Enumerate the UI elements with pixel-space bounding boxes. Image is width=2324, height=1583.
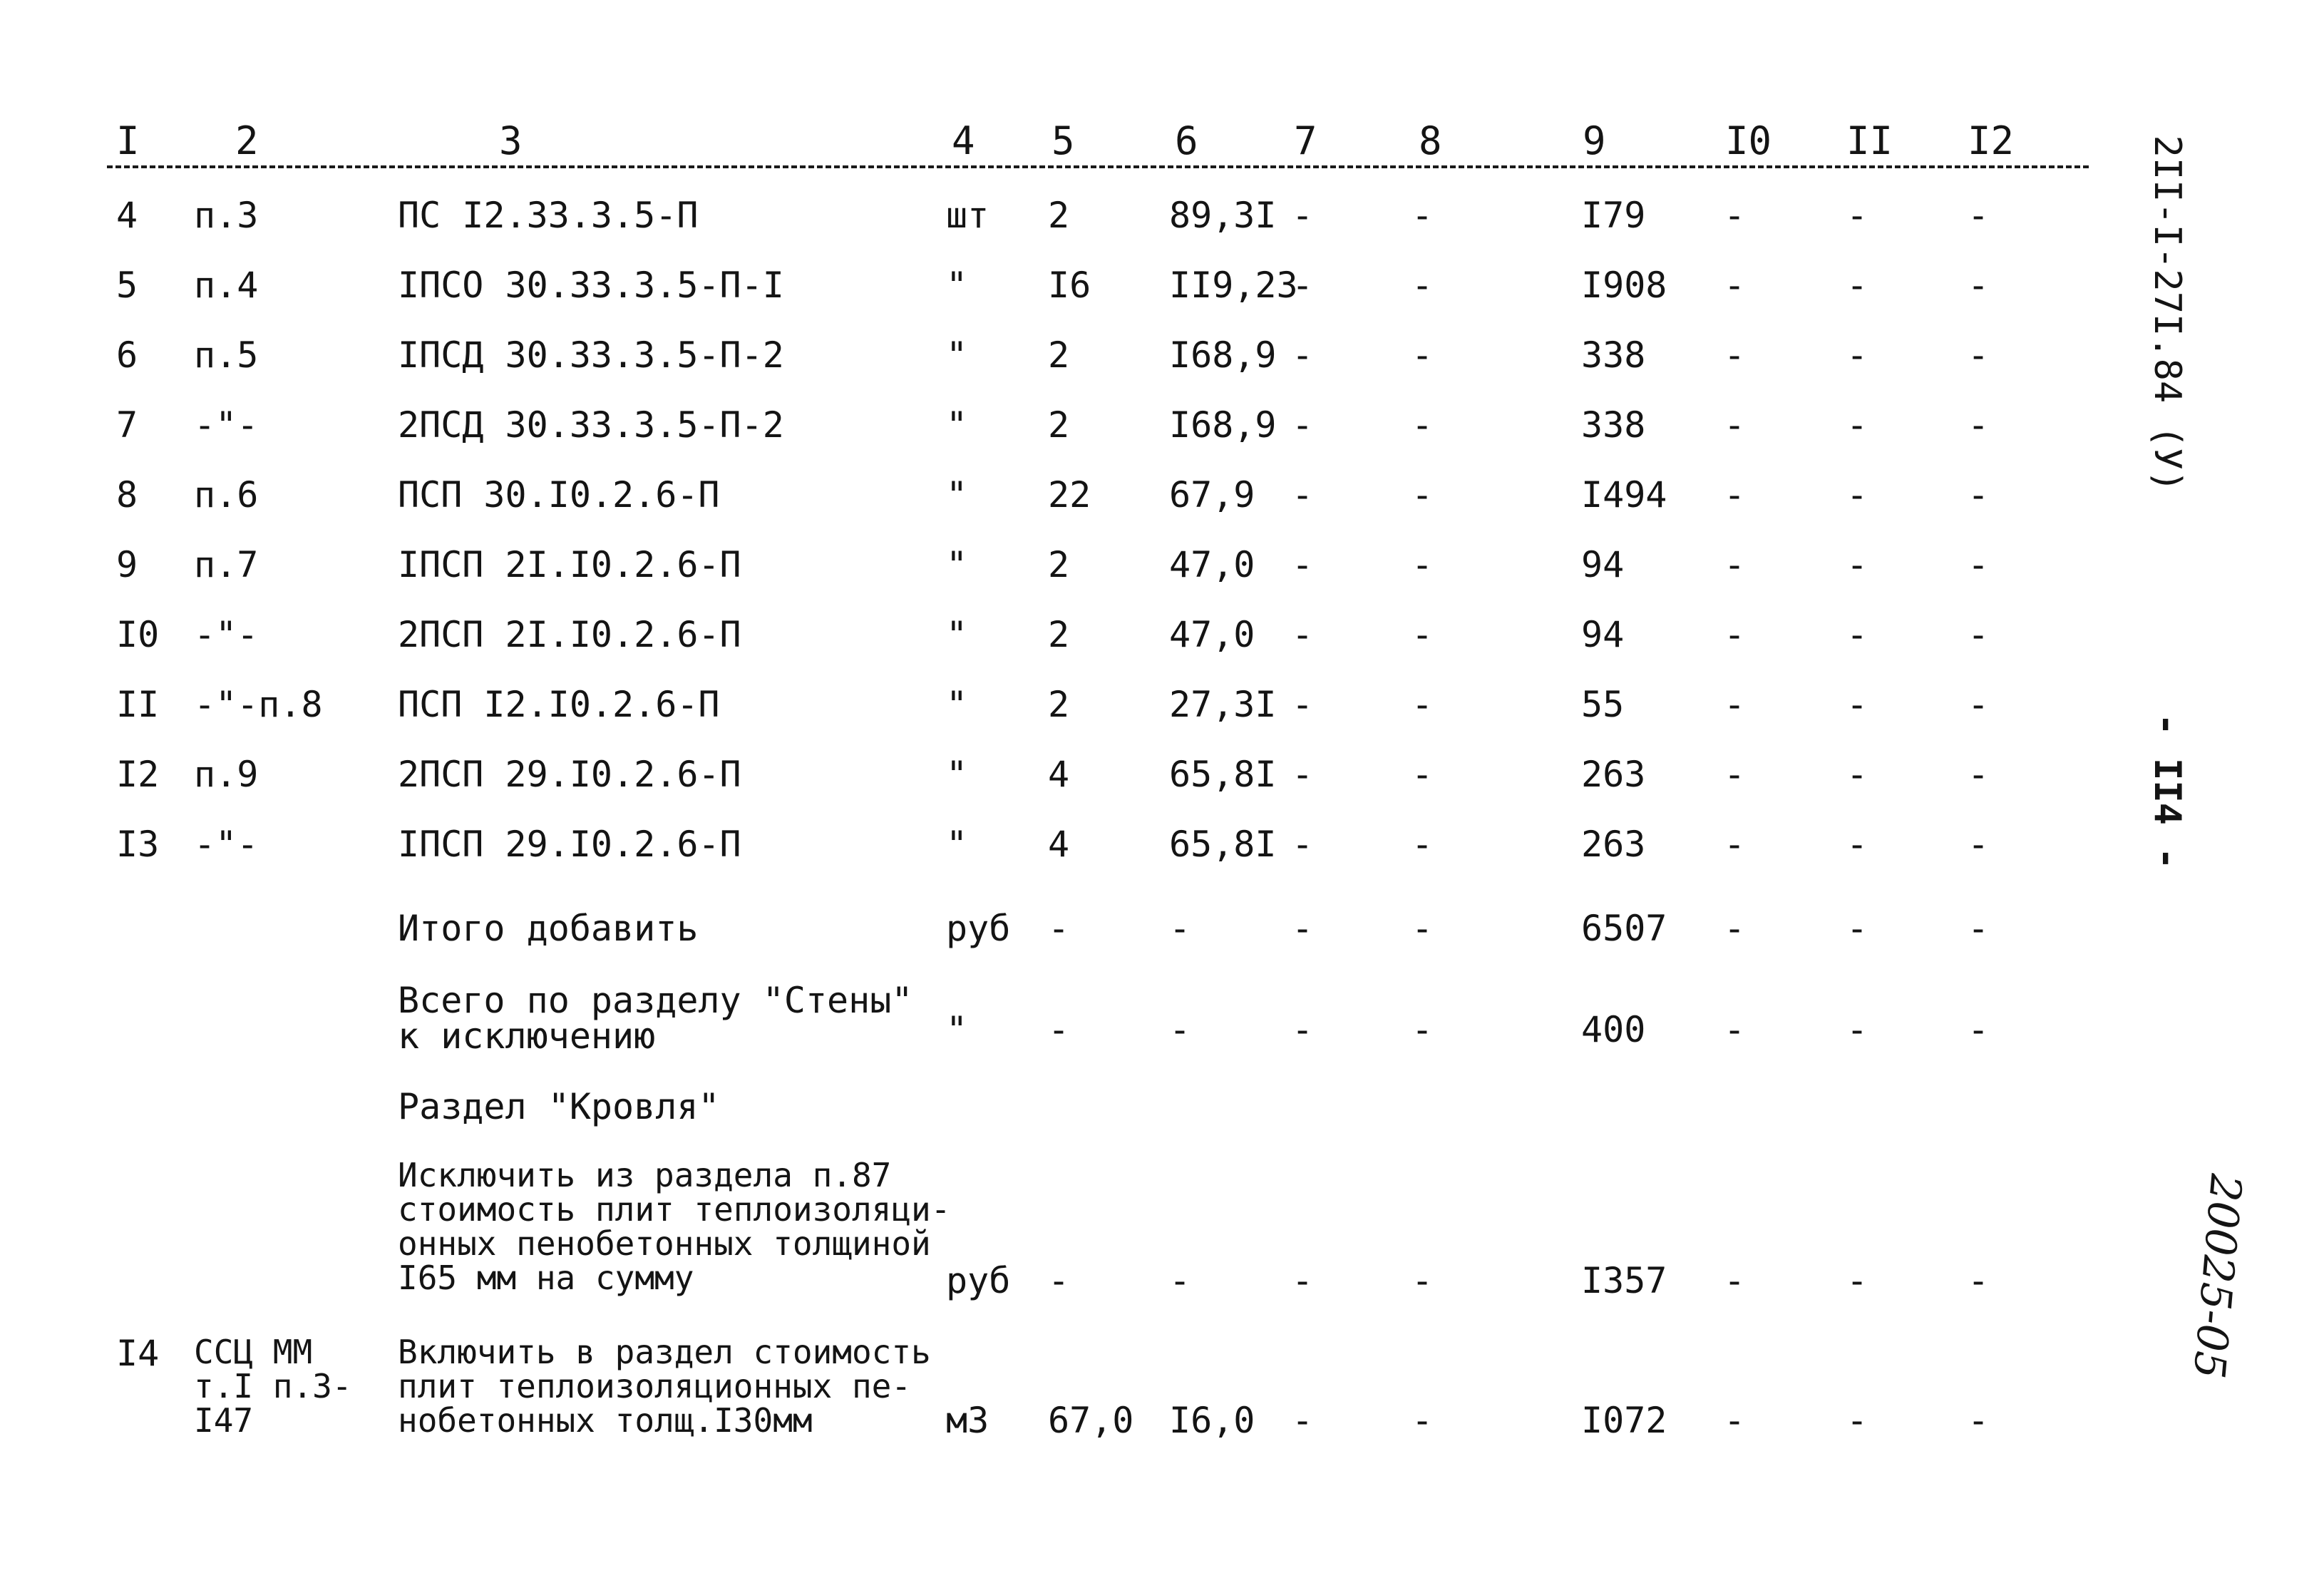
header-dashed-line (107, 165, 2089, 168)
table-cell-c7: - (1292, 265, 1314, 306)
column-header: 3 (499, 118, 523, 163)
table-cell-c8: - (1412, 404, 1434, 446)
table-cell-c3: ПС I2.33.3.5-П (398, 195, 699, 236)
table-cell-c7: - (1292, 684, 1314, 725)
table-cell-c6: 89,3I (1169, 195, 1277, 236)
table-cell-c5: 2 (1048, 614, 1070, 655)
include-c5: 67,0 (1048, 1400, 1134, 1441)
table-cell-c1: 4 (116, 195, 138, 236)
table-cell-c8: - (1412, 544, 1434, 585)
table-cell-c9: 338 (1581, 334, 1646, 376)
table-cell-c3: ПСП 30.I0.2.6-П (398, 474, 720, 516)
total-walls-c4: " (946, 1009, 968, 1050)
table-cell-c7: - (1292, 404, 1314, 446)
table-cell-c8: - (1412, 824, 1434, 865)
exclude-c11: - (1846, 1260, 1868, 1301)
exclude-c9: I357 (1581, 1260, 1667, 1301)
table-cell-c3: IПСП 29.I0.2.6-П (398, 824, 741, 865)
include-c6: I6,0 (1169, 1400, 1255, 1441)
column-header: 4 (952, 118, 975, 163)
table-cell-c5: 2 (1048, 684, 1070, 725)
table-cell-c12: - (1968, 824, 1990, 865)
table-cell-c12: - (1968, 754, 1990, 795)
column-header: I (116, 118, 140, 163)
table-cell-c1: 5 (116, 265, 138, 306)
table-cell-c1: 8 (116, 474, 138, 516)
total-walls-c7: - (1292, 1009, 1314, 1050)
table-cell-c9: 94 (1581, 544, 1625, 585)
table-cell-c6: I68,9 (1169, 404, 1277, 446)
table-cell-c10: - (1724, 684, 1746, 725)
total-add-c8: - (1412, 908, 1434, 949)
table-cell-c1: I3 (116, 824, 160, 865)
table-cell-c4: " (946, 754, 968, 795)
table-cell-c10: - (1724, 195, 1746, 236)
table-cell-c5: 22 (1048, 474, 1091, 516)
table-cell-c10: - (1724, 614, 1746, 655)
column-header: 8 (1419, 118, 1442, 163)
include-number: I4 (116, 1333, 160, 1374)
table-cell-c11: - (1846, 684, 1868, 725)
table-cell-c10: - (1724, 265, 1746, 306)
include-c4: м3 (946, 1400, 989, 1441)
table-cell-c8: - (1412, 614, 1434, 655)
table-cell-c4: " (946, 544, 968, 585)
table-cell-c10: - (1724, 334, 1746, 376)
table-cell-c11: - (1846, 824, 1868, 865)
table-cell-c12: - (1968, 265, 1990, 306)
column-header: 5 (1052, 118, 1075, 163)
table-cell-c1: I2 (116, 754, 160, 795)
section-roof-title: Раздел "Кровля" (398, 1086, 720, 1127)
table-cell-c8: - (1412, 754, 1434, 795)
table-cell-c11: - (1846, 265, 1868, 306)
total-add-c5: - (1048, 908, 1070, 949)
table-cell-c9: I908 (1581, 265, 1667, 306)
inventory-number: 20025-05 (2183, 1172, 2251, 1381)
include-c9: I072 (1581, 1400, 1667, 1441)
table-cell-c3: 2ПСП 2I.I0.2.6-П (398, 614, 741, 655)
table-cell-c10: - (1724, 824, 1746, 865)
table-cell-c4: " (946, 404, 968, 446)
table-cell-c2: п.3 (194, 195, 259, 236)
table-cell-c5: 2 (1048, 544, 1070, 585)
table-cell-c5: 2 (1048, 404, 1070, 446)
table-cell-c4: " (946, 474, 968, 516)
table-cell-c9: I79 (1581, 195, 1646, 236)
table-cell-c3: ПСП I2.I0.2.6-П (398, 684, 720, 725)
table-cell-c9: 263 (1581, 754, 1646, 795)
table-cell-c3: IПСО 30.33.3.5-П-I (398, 265, 784, 306)
total-add-c11: - (1846, 908, 1868, 949)
table-cell-c2: п.7 (194, 544, 259, 585)
total-walls-c6: - (1169, 1009, 1191, 1050)
table-cell-c8: - (1412, 265, 1434, 306)
table-cell-c7: - (1292, 824, 1314, 865)
total-add-c9: 6507 (1581, 908, 1667, 949)
table-cell-c12: - (1968, 684, 1990, 725)
total-walls-c9: 400 (1581, 1009, 1646, 1050)
table-cell-c11: - (1846, 544, 1868, 585)
table-cell-c2: п.9 (194, 754, 259, 795)
table-cell-c11: - (1846, 474, 1868, 516)
table-cell-c7: - (1292, 334, 1314, 376)
table-cell-c3: IПСП 2I.I0.2.6-П (398, 544, 741, 585)
table-cell-c2: -"- (194, 824, 259, 865)
total-walls-c8: - (1412, 1009, 1434, 1050)
total-add-c10: - (1724, 908, 1746, 949)
table-cell-c2: п.4 (194, 265, 259, 306)
table-cell-c12: - (1968, 474, 1990, 516)
total-add-label: Итого добавить (398, 908, 699, 949)
table-cell-c6: 67,9 (1169, 474, 1255, 516)
table-cell-c2: -"- (194, 614, 259, 655)
exclude-c8: - (1412, 1260, 1434, 1301)
table-cell-c12: - (1968, 544, 1990, 585)
total-walls-c5: - (1048, 1009, 1070, 1050)
table-cell-c10: - (1724, 544, 1746, 585)
exclude-c5: - (1048, 1260, 1070, 1301)
table-cell-c2: п.6 (194, 474, 259, 516)
table-cell-c6: 47,0 (1169, 614, 1255, 655)
table-cell-c3: 2ПСД 30.33.3.5-П-2 (398, 404, 784, 446)
table-cell-c7: - (1292, 544, 1314, 585)
table-cell-c6: 65,8I (1169, 824, 1277, 865)
table-cell-c8: - (1412, 684, 1434, 725)
table-cell-c9: 94 (1581, 614, 1625, 655)
table-cell-c1: 6 (116, 334, 138, 376)
total-add-c4: руб (946, 908, 1011, 949)
table-cell-c6: 65,8I (1169, 754, 1277, 795)
table-cell-c6: 47,0 (1169, 544, 1255, 585)
table-cell-c5: 4 (1048, 754, 1070, 795)
table-cell-c10: - (1724, 754, 1746, 795)
table-cell-c10: - (1724, 474, 1746, 516)
table-cell-c5: 2 (1048, 195, 1070, 236)
total-walls-c10: - (1724, 1009, 1746, 1050)
table-cell-c9: 263 (1581, 824, 1646, 865)
table-cell-c8: - (1412, 474, 1434, 516)
table-cell-c11: - (1846, 195, 1868, 236)
include-c12: - (1968, 1400, 1990, 1441)
total-add-c6: - (1169, 908, 1191, 949)
table-cell-c11: - (1846, 754, 1868, 795)
table-cell-c9: 338 (1581, 404, 1646, 446)
table-cell-c8: - (1412, 195, 1434, 236)
include-c10: - (1724, 1400, 1746, 1441)
table-cell-c5: 4 (1048, 824, 1070, 865)
document-code: 2II-I-27I.84 (У) (2146, 135, 2189, 493)
column-header: 7 (1294, 118, 1317, 163)
table-cell-c5: 2 (1048, 334, 1070, 376)
table-cell-c11: - (1846, 614, 1868, 655)
total-walls-label: Всего по разделу "Стены" к исключению (398, 980, 913, 1057)
column-header: 6 (1175, 118, 1198, 163)
table-cell-c7: - (1292, 754, 1314, 795)
include-c7: - (1292, 1400, 1314, 1441)
table-cell-c5: I6 (1048, 265, 1091, 306)
table-cell-c7: - (1292, 614, 1314, 655)
table-cell-c9: I494 (1581, 474, 1667, 516)
table-cell-c6: I68,9 (1169, 334, 1277, 376)
exclude-c7: - (1292, 1260, 1314, 1301)
include-reference: ССЦ ММ т.I п.3- I47 (194, 1333, 352, 1440)
exclude-c4: руб (946, 1260, 1011, 1301)
table-cell-c1: 7 (116, 404, 138, 446)
table-cell-c3: 2ПСП 29.I0.2.6-П (398, 754, 741, 795)
table-cell-c10: - (1724, 404, 1746, 446)
table-cell-c12: - (1968, 404, 1990, 446)
exclude-c10: - (1724, 1260, 1746, 1301)
table-cell-c1: 9 (116, 544, 138, 585)
column-header: 2 (235, 118, 259, 163)
include-c11: - (1846, 1400, 1868, 1441)
table-cell-c4: шт (946, 195, 989, 236)
table-cell-c8: - (1412, 334, 1434, 376)
column-header: 9 (1583, 118, 1606, 163)
table-cell-c2: -"-п.8 (194, 684, 323, 725)
total-add-c12: - (1968, 908, 1990, 949)
table-cell-c6: II9,23 (1169, 265, 1298, 306)
table-cell-c11: - (1846, 404, 1868, 446)
total-walls-c12: - (1968, 1009, 1990, 1050)
table-cell-c4: " (946, 684, 968, 725)
table-cell-c12: - (1968, 195, 1990, 236)
table-cell-c2: -"- (194, 404, 259, 446)
table-cell-c2: п.5 (194, 334, 259, 376)
table-cell-c9: 55 (1581, 684, 1625, 725)
include-text: Включить в раздел стоимость плит теплоизоляционных пе- нобетонных толщ.I30мм (398, 1333, 931, 1440)
table-cell-c4: " (946, 824, 968, 865)
table-cell-c3: IПСД 30.33.3.5-П-2 (398, 334, 784, 376)
exclude-text: Исключить из раздела п.87 стоимость плит теплоизоляци- онных пенобетонных толщиной I65 мм на сумму (398, 1156, 951, 1297)
column-header: II (1846, 118, 1893, 163)
table-cell-c1: I0 (116, 614, 160, 655)
table-cell-c4: " (946, 265, 968, 306)
exclude-c6: - (1169, 1260, 1191, 1301)
column-header: I0 (1725, 118, 1772, 163)
exclude-c12: - (1968, 1260, 1990, 1301)
column-header: I2 (1968, 118, 2015, 163)
table-cell-c4: " (946, 614, 968, 655)
table-cell-c1: II (116, 684, 160, 725)
include-c8: - (1412, 1400, 1434, 1441)
table-cell-c11: - (1846, 334, 1868, 376)
table-cell-c4: " (946, 334, 968, 376)
total-add-c7: - (1292, 908, 1314, 949)
table-cell-c6: 27,3I (1169, 684, 1277, 725)
total-walls-c11: - (1846, 1009, 1868, 1050)
table-cell-c7: - (1292, 195, 1314, 236)
table-cell-c7: - (1292, 474, 1314, 516)
page-number: - II4 - (2146, 713, 2189, 870)
table-cell-c12: - (1968, 614, 1990, 655)
table-cell-c12: - (1968, 334, 1990, 376)
